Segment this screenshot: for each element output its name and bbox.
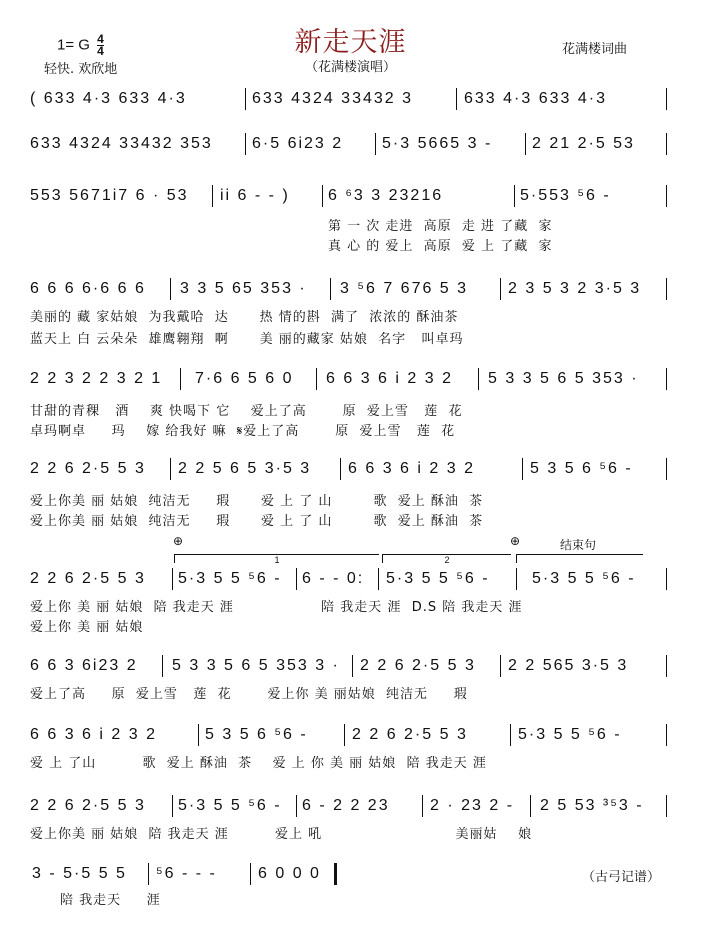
measure: 6 6 3 6i23 2 [30, 657, 138, 674]
lyric-line: 真 心 的 爱上 高原 爱 上 了藏 家 [328, 239, 553, 254]
measure: 5·3 5 5 ⁵6 - [386, 570, 490, 587]
notes-line [30, 726, 670, 748]
barline [525, 133, 526, 155]
final-barline [334, 863, 337, 885]
measure: 5·3 5 5 ⁵6 - [532, 570, 636, 587]
barline [180, 368, 181, 390]
composer-credit: 花满楼词曲 [562, 42, 628, 57]
time-denominator: 4 [97, 44, 104, 58]
barline [170, 458, 171, 480]
lyric-line: 美丽的 藏 家姑娘 为我戴哈 达 热 情的斟 满了 浓浓的 酥油茶 [30, 310, 459, 325]
barline [250, 863, 251, 885]
measure: 2 2 6 2·5 5 3 [30, 570, 146, 587]
barline [510, 724, 511, 746]
volta-bracket: 2 [382, 554, 511, 563]
measure: ⁵6 - - - [156, 865, 217, 882]
notes-line [30, 570, 670, 592]
barline [666, 458, 667, 480]
barline [172, 568, 173, 590]
barline [322, 185, 323, 207]
barline [666, 724, 667, 746]
barline [344, 724, 345, 746]
barline [666, 133, 667, 155]
measure: 3 3 5 65 353 · [180, 280, 307, 297]
barline [666, 368, 667, 390]
barline [422, 795, 423, 817]
barline [198, 724, 199, 746]
measure: 2 2 565 3·5 3 [508, 657, 629, 674]
measure: 3 ⁵6 7 676 5 3 [340, 280, 469, 297]
measure: 6·5 6i23 2 [252, 135, 344, 152]
measure: 6 - - 0: [302, 570, 365, 587]
measure: 2 · 23 2 - [430, 797, 515, 814]
measure: 6 6 3 6 i 2 3 2 [326, 370, 453, 387]
volta-bracket: 1 [174, 554, 379, 563]
barline [316, 368, 317, 390]
barline [296, 795, 297, 817]
notes-line [30, 865, 670, 887]
lyric-line: 爱上你 美 丽 姑娘 [30, 620, 144, 635]
measure: 2 2 6 2·5 5 3 [30, 797, 146, 814]
barline [456, 88, 457, 110]
measure: 5 3 5 6 ⁵6 - [530, 460, 633, 477]
barline [666, 278, 667, 300]
lyric-line: 蓝天上 白 云朵朵 雄鹰翱翔 啊 美 丽的藏家 姑娘 名字 叫卓玛 [30, 332, 464, 347]
measure: 5 3 3 5 6 5 353 · [488, 370, 639, 387]
barline [514, 185, 515, 207]
lyric-line: 第 一 次 走进 高原 走 进 了藏 家 [328, 219, 553, 234]
measure: ii 6 - - ) [220, 187, 290, 204]
barline [516, 568, 517, 590]
measure: 553 5671i7 6 · 53 [30, 187, 189, 204]
coda-sign-icon: ⊕ [173, 534, 184, 548]
measure: 5 3 5 6 ⁵6 - [205, 726, 308, 743]
coda-sign-icon: ⊕ [510, 534, 521, 548]
measure: 6 ⁶3 3 23216 [328, 187, 444, 204]
measure: 5 3 3 5 6 5 353 3 · [172, 657, 340, 674]
barline [378, 568, 379, 590]
barline [666, 795, 667, 817]
barline [340, 458, 341, 480]
barline [330, 278, 331, 300]
barline [170, 278, 171, 300]
notes-line [30, 135, 670, 157]
measure: 633 4324 33432 3 [252, 90, 414, 107]
measure: 2 2 6 2·5 5 3 [360, 657, 476, 674]
lyric-line: 爱 上 了山 歌 爱上 酥油 茶 爱 上 你 美 丽 姑娘 陪 我走天 涯 [30, 756, 487, 771]
measure: 5·3 5 5 ⁵6 - [518, 726, 622, 743]
notes-line [30, 460, 670, 482]
barline [212, 185, 213, 207]
measure: 2 21 2·5 53 [532, 135, 635, 152]
notes-line [30, 280, 670, 302]
measure: 2 2 3 2 2 3 2 1 [30, 370, 163, 387]
barline [666, 655, 667, 677]
measure: 633 4·3 633 4·3 [464, 90, 607, 107]
measure: 5·3 5 5 ⁵6 - [178, 570, 282, 587]
notes-line [30, 657, 670, 679]
barline [666, 568, 667, 590]
notes-line [30, 370, 670, 392]
notes-line [30, 797, 670, 819]
measure: 6 6 3 6 i 2 3 2 [348, 460, 475, 477]
barline [666, 185, 667, 207]
measure: 2 2 5 6 5 3·5 3 [178, 460, 312, 477]
lyric-line: 卓玛啊卓 玛 嫁 给我好 嘛 𝄋爱上了高 原 爱上雪 莲 花 [30, 424, 456, 439]
measure: 2 5 53 ³⁵3 - [540, 797, 644, 814]
key-signature [57, 34, 104, 57]
barline [500, 278, 501, 300]
time-signature [97, 34, 104, 57]
lyric-line: 爱上你美 丽 姑娘 纯洁无 瑕 爱 上 了 山 歌 爱上 酥油 茶 [30, 494, 484, 509]
barline [172, 795, 173, 817]
measure: 5·553 ⁵6 - [520, 187, 611, 204]
performer-credit: （花满楼演唱） [304, 60, 396, 75]
measure: 6 0 0 0 [258, 865, 321, 882]
lyric-line: 爱上你美 丽 姑娘 陪 我走天 涯 爱上 吼 美丽姑 娘 [30, 827, 533, 842]
lyric-line: 甘甜的青稞 酒 爽 快喝下 它 爱上了高 原 爱上雪 莲 花 [30, 404, 463, 419]
lyric-line: 陪 我走天 涯 [60, 893, 161, 908]
barline [352, 655, 353, 677]
notes-line [30, 187, 670, 209]
barline [478, 368, 479, 390]
barline [162, 655, 163, 677]
barline [522, 458, 523, 480]
notes-line [30, 90, 670, 112]
barline [296, 568, 297, 590]
lyric-line: 爱上你 美 丽 姑娘 陪 我走天 涯 陪 我走天 涯 D.S 陪 我走天 涯 [30, 600, 523, 615]
barline [245, 133, 246, 155]
key-label: 1= G [57, 36, 90, 54]
measure: 6 - 2 2 23 [302, 797, 390, 814]
measure: 7·6 6 5 6 0 [195, 370, 294, 387]
measure: ( 633 4·3 633 4·3 [30, 90, 187, 107]
measure: 5·3 5 5 ⁵6 - [178, 797, 282, 814]
measure: 6 6 6 6·6 6 6 [30, 280, 146, 297]
lyric-line: 爱上了高 原 爱上雪 莲 花 爱上你 美 丽姑娘 纯洁无 瑕 [30, 687, 468, 702]
transcriber-credit: （古弓记谱） [582, 870, 661, 885]
barline [666, 88, 667, 110]
measure: 3 - 5·5 5 5 [32, 865, 127, 882]
barline [500, 655, 501, 677]
tempo-marking: 轻快. 欢欣地 [44, 62, 118, 77]
measure: 2 3 5 3 2 3·5 3 [508, 280, 642, 297]
barline [530, 795, 531, 817]
song-title: 新走天涯 [294, 27, 407, 58]
measure: 633 4324 33432 353 [30, 135, 213, 152]
measure: 2 2 6 2·5 5 3 [30, 460, 146, 477]
barline [148, 863, 149, 885]
ending-label: 结束句 [560, 538, 597, 552]
time-numerator: 4 [97, 32, 104, 46]
measure: 2 2 6 2·5 5 3 [352, 726, 468, 743]
measure: 5·3 5665 3 - [382, 135, 493, 152]
lyric-line: 爱上你美 丽 姑娘 纯洁无 瑕 爱 上 了 山 歌 爱上 酥油 茶 [30, 514, 484, 529]
volta-bracket [516, 554, 643, 563]
measure: 6 6 3 6 i 2 3 2 [30, 726, 157, 743]
barline [245, 88, 246, 110]
barline [375, 133, 376, 155]
